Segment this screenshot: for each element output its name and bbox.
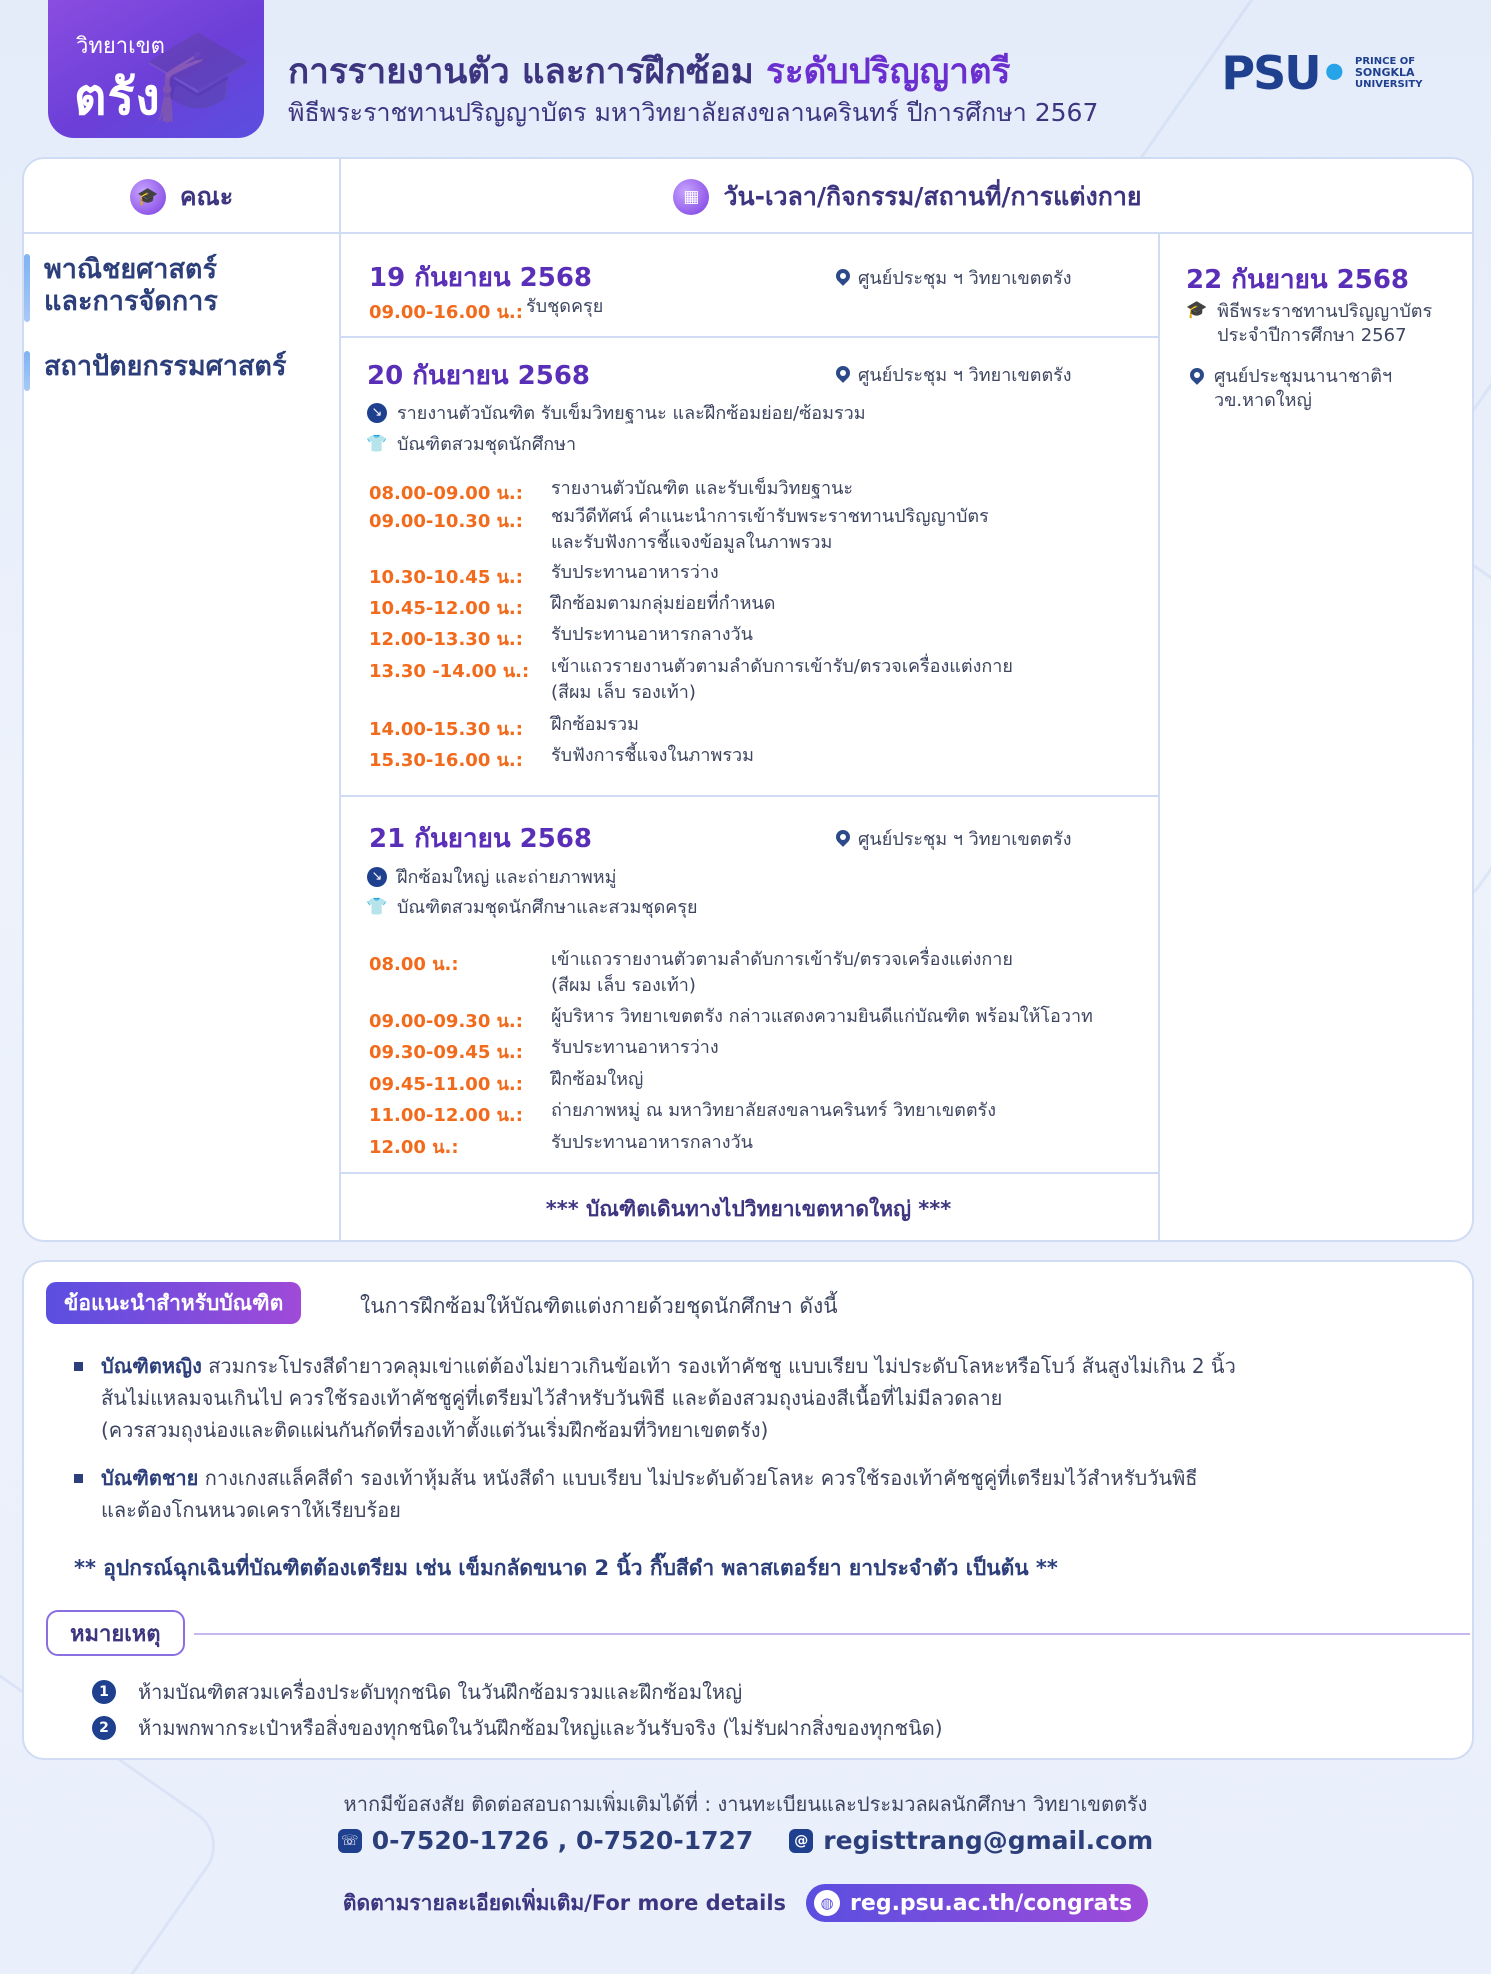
location-pin-icon bbox=[836, 366, 850, 384]
emergency-note: ** อุปกรณ์ฉุกเฉินที่บัณฑิตต้องเตรียม เช่น เข็มกลัดขนาด 2 นิ้ว กิ๊บสีดำ พลาสเตอร์ยา ยาประจำตัว เป็นต้น ** bbox=[74, 1556, 1058, 1580]
schedule-activity: รับประทานอาหารกลางวัน bbox=[551, 624, 753, 645]
schedule-time: 13.30 -14.00 น.: bbox=[369, 661, 530, 682]
schedule-time: 08.00 น.: bbox=[369, 954, 459, 975]
psu-logo-name: PRINCE OF SONGKLA UNIVERSITY bbox=[1355, 56, 1423, 90]
graduation-cap-icon: 🎓 bbox=[141, 22, 254, 127]
row-divider bbox=[339, 336, 1158, 338]
day2-summary: ↘ รายงานตัวบัณฑิต รับเข็มวิทยฐานะ และฝึกซ้อมย่อย/ซ้อมรวม bbox=[367, 398, 866, 427]
schedule-time: 09.00-10.30 น.: bbox=[369, 511, 523, 532]
schedule-time: 15.30-16.00 น.: bbox=[369, 750, 523, 771]
globe-icon: ◍ bbox=[814, 1890, 840, 1916]
location-pin-icon bbox=[836, 830, 850, 848]
bullet-square-icon bbox=[74, 1362, 83, 1371]
schedule-time: 10.45-12.00 น.: bbox=[369, 598, 523, 619]
note-label: หมายเหตุ bbox=[46, 1610, 185, 1656]
column-divider bbox=[339, 159, 341, 1242]
website-link[interactable]: ◍ reg.psu.ac.th/congrats bbox=[806, 1884, 1148, 1922]
day3-date: 21 กันยายน 2568 bbox=[369, 824, 593, 854]
schedule-time: 09.45-11.00 น.: bbox=[369, 1074, 523, 1095]
psu-logo-mark: PSU• bbox=[1221, 46, 1347, 100]
schedule-activity: เข้าแถวรายงานตัวตามลำดับการเข้ารับ/ตรวจเครื่องแต่งกาย (สีผม เล็บ รองเท้า) bbox=[551, 949, 1013, 996]
day3-location: ศูนย์ประชุม ฯ วิทยาเขตตรัง bbox=[836, 824, 1072, 853]
faculty-item: สถาปัตยกรรมศาสตร์ bbox=[24, 351, 339, 383]
travel-note: *** บัณฑิตเดินทางไปวิทยาเขตหาดใหญ่ *** bbox=[545, 1197, 952, 1221]
schedule-activity: เข้าแถวรายงานตัวตามลำดับการเข้ารับ/ตรวจเครื่องแต่งกาย (สีผม เล็บ รองเท้า) bbox=[551, 656, 1013, 703]
phone-icon: ☏ bbox=[338, 1829, 362, 1853]
campus-name: ตรัง bbox=[74, 68, 161, 126]
bullet-square-icon bbox=[74, 1474, 83, 1483]
page-title: การรายงานตัว และการฝึกซ้อม ระดับปริญญาตรี bbox=[288, 52, 1011, 92]
advice-label: ข้อแนะนำสำหรับบัณฑิต bbox=[46, 1282, 301, 1324]
schedule-activity: รับประทานอาหารว่าง bbox=[551, 1037, 719, 1058]
faculty-accent-bar bbox=[24, 254, 30, 322]
schedule-activity: ชมวีดีทัศน์ คำแนะนำการเข้ารับพระราชทานปริญญาบัตร และรับฟังการชี้แจงข้อมูลในภาพรวม bbox=[551, 506, 989, 553]
schedule-time: 14.00-15.30 น.: bbox=[369, 719, 523, 740]
day1-location: ศูนย์ประชุม ฯ วิทยาเขตตรัง bbox=[836, 263, 1072, 292]
schedule-activity: รับประทานอาหารว่าง bbox=[551, 562, 719, 583]
contact-question: หากมีข้อสงสัย ติดต่อสอบถามเพิ่มเติมได้ที่ : งานทะเบียนและประมวลผลนักศึกษา วิทยาเขตตรัง bbox=[343, 1792, 1148, 1816]
schedule-activity: รายงานตัวบัณฑิต และรับเข็มวิทยฐานะ bbox=[551, 478, 854, 499]
shirt-icon: 👕 bbox=[366, 896, 388, 917]
note-item: 1 ห้ามบัณฑิตสวมเครื่องประดับทุกชนิด ในวันฝึกซ้อมรวมและฝึกซ้อมใหญ่ bbox=[92, 1676, 742, 1708]
number-badge: 2 bbox=[92, 1716, 116, 1740]
schedule-activity: ฝึกซ้อมใหญ่ bbox=[551, 1069, 644, 1090]
schedule-activity: รับฟังการชี้แจงในภาพรวม bbox=[551, 745, 755, 766]
location-pin-icon bbox=[836, 269, 850, 287]
note-divider bbox=[194, 1633, 1470, 1635]
day1-time: 09.00-16.00 น.: bbox=[369, 302, 523, 323]
schedule-table bbox=[22, 157, 1474, 1242]
page-subtitle: พิธีพระราชทานปริญญาบัตร มหาวิทยาลัยสงขลานครินทร์ ปีการศึกษา 2567 bbox=[288, 98, 1099, 127]
graduation-cap-icon: 🎓 bbox=[130, 179, 166, 215]
schedule-time: 09.30-09.45 น.: bbox=[369, 1042, 523, 1063]
location-pin-icon bbox=[1190, 368, 1204, 386]
advice-intro: ในการฝึกซ้อมให้บัณฑิตแต่งกายด้วยชุดนักศึกษา ดังนี้ bbox=[360, 1294, 838, 1318]
schedule-time: 11.00-12.00 น.: bbox=[369, 1105, 523, 1126]
schedule-activity: รับประทานอาหารกลางวัน bbox=[551, 1132, 753, 1153]
female-dress-rule: บัณฑิตหญิง สวมกระโปรงสีดำยาวคลุมเข่าแต่ต้องไม่ยาวเกินข้อเท้า รองเท้าคัชชู แบบเรียบ ไม่ประดับโลหะหรือโบว์ ส้นสูงไม่เกิน 2 นิ้ว ส้นไม่แหลมจนเกินไป ควรใช้รองเท้าคัชชูคู่ที่เตรียมไว้สำหรับวันพิธี และต้องสวมถุงน่องสีเนื้อที่ไม่มีลวดลาย (ควรสวมถุงน่องและติดแผ่นกันกัดที่รองเท้าตั้งแต่วันเริ่มฝึกซ้อมที่วิทยาเขตตรัง) bbox=[74, 1350, 1294, 1446]
schedule-activity: ฝึกซ้อมรวม bbox=[551, 714, 639, 735]
schedule-time: 09.00-09.30 น.: bbox=[369, 1011, 523, 1032]
faculty-item: พาณิชยศาสตร์ และการจัดการ bbox=[24, 254, 339, 318]
more-details-label: ติดตามรายละเอียดเพิ่มเติม/For more details bbox=[342, 1890, 787, 1915]
schedule-activity: ผู้บริหาร วิทยาเขตตรัง กล่าวแสดงความยินดีแก่บัณฑิต พร้อมให้โอวาท bbox=[551, 1006, 1093, 1027]
day2-dress: 👕 บัณฑิตสวมชุดนักศึกษา bbox=[366, 433, 577, 455]
shirt-icon: 👕 bbox=[366, 433, 388, 454]
male-dress-rule: บัณฑิตชาย กางเกงสแล็คสีดำ รองเท้าหุ้มส้น หนังสีดำ แบบเรียบ ไม่ประดับด้วยโลหะ ควรใช้รองเท้าคัชชูคู่ที่เตรียมไว้สำหรับวันพิธี และต้องโกนหนวดเคราให้เรียบร้อย bbox=[74, 1462, 1294, 1526]
faculty-accent-bar bbox=[24, 351, 30, 391]
schedule-time: 08.00-09.00 น.: bbox=[369, 483, 523, 504]
calendar-icon: ▦ bbox=[673, 179, 709, 215]
schedule-activity: ฝึกซ้อมตามกลุ่มย่อยที่กำหนด bbox=[551, 593, 776, 614]
day2-date: 20 กันยายน 2568 bbox=[367, 361, 591, 391]
day1-date: 19 กันยายน 2568 bbox=[369, 263, 593, 293]
day4-location: ศูนย์ประชุมนานาชาติฯ วข.หาดใหญ่ bbox=[1190, 365, 1392, 413]
day4-date: 22 กันยายน 2568 bbox=[1186, 265, 1410, 295]
schedule-activity: ถ่ายภาพหมู่ ณ มหาวิทยาลัยสงขลานครินทร์ วิทยาเขตตรัง bbox=[551, 1100, 997, 1121]
faculty-column-header: 🎓 คณะ bbox=[24, 159, 339, 234]
arrow-down-right-icon: ↘ bbox=[367, 403, 387, 423]
day4-ceremony: 🎓 พิธีพระราชทานปริญญาบัตร ประจำปีการศึกษา 2567 bbox=[1186, 300, 1433, 346]
column-divider bbox=[1158, 234, 1160, 1242]
row-divider bbox=[339, 795, 1158, 797]
arrow-down-right-icon: ↘ bbox=[367, 867, 387, 887]
graduation-cap-icon: 🎓 bbox=[1186, 300, 1208, 320]
number-badge: 1 bbox=[92, 1680, 116, 1704]
note-item: 2 ห้ามพกพากระเป๋าหรือสิ่งของทุกชนิดในวันฝึกซ้อมใหญ่และวันรับจริง (ไม่รับฝากสิ่งของทุกชนิด) bbox=[92, 1712, 943, 1744]
schedule-column-header: ▦ วัน-เวลา/กิจกรรม/สถานที่/การแต่งกาย bbox=[339, 159, 1474, 234]
psu-logo bbox=[1221, 46, 1435, 100]
day3-summary: ↘ ฝึกซ้อมใหญ่ และถ่ายภาพหมู่ bbox=[367, 862, 616, 891]
more-details bbox=[0, 1884, 1491, 1922]
schedule-time: 10.30-10.45 น.: bbox=[369, 567, 523, 588]
day3-dress: 👕 บัณฑิตสวมชุดนักศึกษาและสวมชุดครุย bbox=[366, 896, 698, 918]
email-contact[interactable]: @ registtrang@gmail.com bbox=[789, 1826, 1153, 1855]
campus-badge bbox=[48, 0, 264, 138]
row-divider bbox=[339, 1172, 1158, 1174]
schedule-time: 12.00 น.: bbox=[369, 1137, 459, 1158]
phone-contact[interactable]: ☏ 0-7520-1726 , 0-7520-1727 bbox=[338, 1826, 754, 1855]
campus-label: วิทยาเขต bbox=[76, 34, 165, 59]
day1-activity: รับชุดครุย bbox=[526, 296, 604, 317]
advice-card bbox=[22, 1260, 1474, 1760]
schedule-time: 12.00-13.30 น.: bbox=[369, 629, 523, 650]
contact-info bbox=[0, 1826, 1491, 1855]
day2-location: ศูนย์ประชุม ฯ วิทยาเขตตรัง bbox=[836, 360, 1072, 389]
email-icon: @ bbox=[789, 1829, 813, 1853]
